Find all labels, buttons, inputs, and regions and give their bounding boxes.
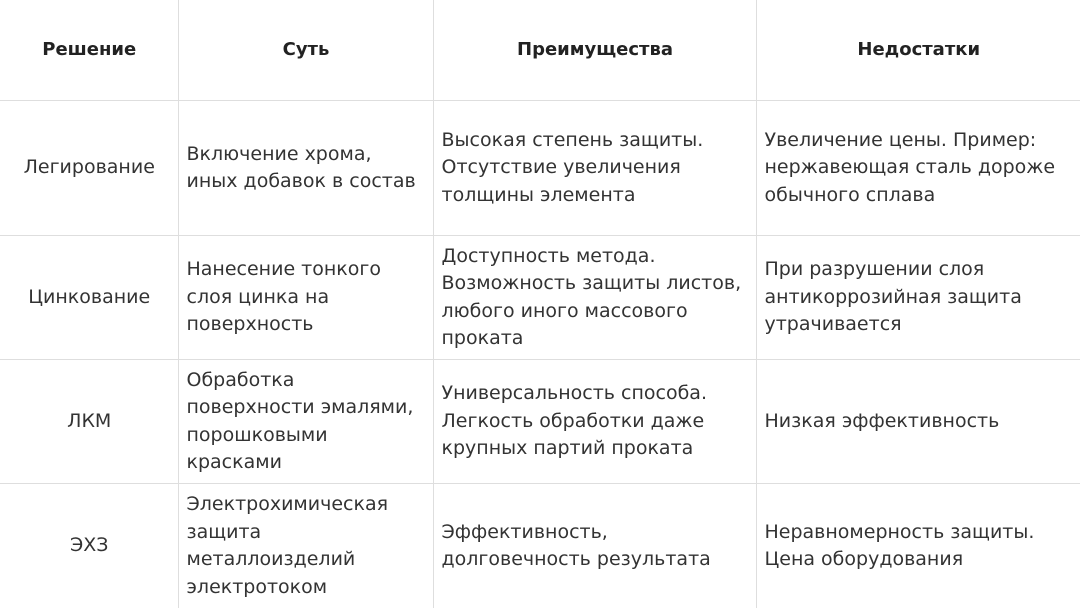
cell-disadvantages: Неравномерность защиты. Цена оборудования — [756, 484, 1080, 608]
cell-solution: Цинкование — [0, 236, 178, 360]
header-solution: Решение — [0, 0, 178, 101]
table-row — [0, 360, 1080, 484]
cell-disadvantages: При разрушении слоя антикоррозийная защита утрачивается — [756, 236, 1080, 360]
cell-disadvantages: Низкая эффективность — [756, 360, 1080, 484]
cell-solution: ЭХЗ — [0, 484, 178, 608]
table-row — [0, 101, 1080, 236]
cell-solution: Легирование — [0, 101, 178, 236]
table-row — [0, 484, 1080, 608]
cell-advantages: Эффективность, долговечность результата — [433, 484, 756, 608]
header-disadvantages: Недостатки — [756, 0, 1080, 101]
header-advantages: Преимущества — [433, 0, 756, 101]
table-row — [0, 236, 1080, 360]
cell-advantages: Доступность метода. Возможность защиты листов, любого иного массового проката — [433, 236, 756, 360]
cell-advantages: Универсальность способа. Легкость обработки даже крупных партий проката — [433, 360, 756, 484]
cell-advantages: Высокая степень защиты. Отсутствие увеличения толщины элемента — [433, 101, 756, 236]
header-essence: Суть — [178, 0, 433, 101]
cell-essence: Включение хрома, иных добавок в состав — [178, 101, 433, 236]
cell-essence: Нанесение тонкого слоя цинка на поверхность — [178, 236, 433, 360]
cell-solution: ЛКМ — [0, 360, 178, 484]
cell-essence: Обработка поверхности эмалями, порошковыми красками — [178, 360, 433, 484]
cell-essence: Электрохимическая защита металлоизделий электротоком — [178, 484, 433, 608]
cell-disadvantages: Увеличение цены. Пример: нержавеющая сталь дороже обычного сплава — [756, 101, 1080, 236]
table-header-row — [0, 0, 1080, 101]
